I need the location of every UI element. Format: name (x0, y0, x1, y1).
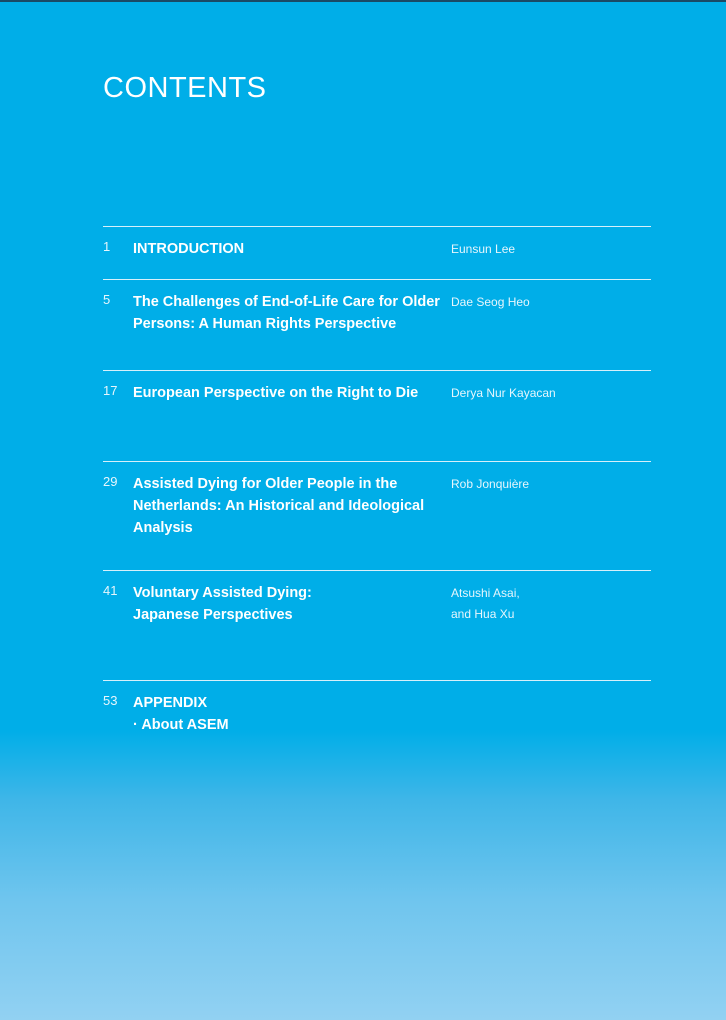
entry-title: European Perspective on the Right to Die (133, 385, 419, 401)
page-number: 53 (103, 693, 118, 708)
page-number: 29 (103, 474, 118, 489)
entry-author: Derya Nur Kayacan (451, 386, 556, 400)
divider (103, 279, 651, 280)
divider (103, 370, 651, 371)
page-number: 5 (103, 292, 111, 307)
entry-title: Assisted Dying for Older People in the Netherlands: An Historical and Ideological Analysis (133, 476, 425, 536)
divider (103, 680, 651, 681)
entry-title: The Challenges of End-of-Life Care for Older Persons: A Human Rights Perspective (133, 294, 440, 332)
entry-title: INTRODUCTION (133, 241, 245, 257)
page-title: CONTENTS (103, 72, 267, 104)
page-number: 17 (103, 383, 118, 398)
top-border (0, 0, 726, 2)
entry-author: Eunsun Lee (451, 242, 516, 256)
divider (103, 461, 651, 462)
entry-author: Dae Seog Heo (451, 295, 530, 309)
entry-title: Voluntary Assisted Dying: Japanese Perspectives (133, 585, 312, 623)
entry-author: Rob Jonquière (451, 477, 530, 491)
entry-title: APPENDIX · About ASEM (133, 695, 229, 733)
page-number: 41 (103, 583, 118, 598)
page-number: 1 (103, 239, 111, 254)
divider (103, 226, 651, 227)
entry-author: Atsushi Asai, and Hua Xu (451, 586, 520, 621)
divider (103, 570, 651, 571)
